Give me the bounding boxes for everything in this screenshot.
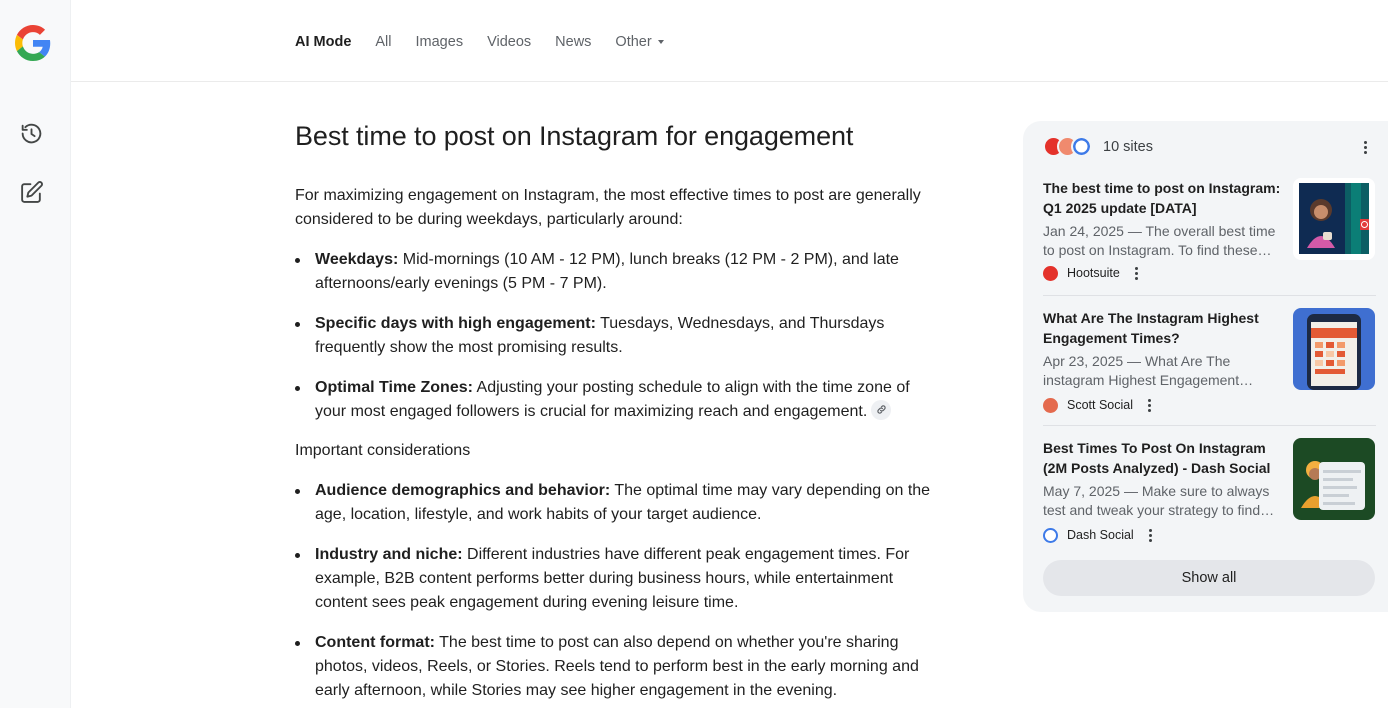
ai-answer: [295, 118, 945, 708]
tab-other[interactable]: Other: [615, 34, 663, 50]
divider: [1043, 295, 1376, 296]
show-all-button[interactable]: Show all: [1043, 560, 1375, 596]
new-chat-icon[interactable]: [19, 180, 44, 205]
sources-panel: [1023, 121, 1388, 612]
list-item: Weekdays: Mid-mornings (10 AM - 12 PM), lunch breaks (12 PM - 2 PM), and late afternoons/early evenings (5 PM - 7 PM).: [295, 248, 945, 296]
search-tabs: [295, 34, 688, 50]
list-item: Optimal Time Zones: Adjusting your posting schedule to align with the time zone of your most engaged followers is crucial for maximizing reach and engagement.: [295, 376, 945, 424]
link-icon: [876, 404, 887, 415]
source-card-snippet: Apr 23, 2025 — What Are The instagram Highest Engagement…: [1043, 353, 1254, 388]
source-favicons: [1043, 136, 1099, 158]
list-item: Industry and niche: Different industries have different peak engagement times. For example, B2B content performs better during business hours, while entertainment content sees peak engagement during evening leisure time.: [295, 543, 945, 615]
list-item: Specific days with high engagement: Tuesdays, Wednesdays, and Thursdays frequently show the most promising results.: [295, 312, 945, 360]
source-card-site: [1043, 397, 1155, 413]
source-thumbnail: [1293, 438, 1375, 520]
source-name: Scott Social: [1067, 398, 1134, 412]
source-link-chip[interactable]: [871, 400, 891, 420]
scott-social-icon: [1043, 398, 1058, 413]
source-card[interactable]: [1043, 438, 1376, 568]
source-card-site: [1043, 527, 1156, 543]
divider: [1043, 425, 1376, 426]
tab-images[interactable]: Images: [415, 34, 464, 50]
source-card-title: The best time to post on Instagram: Q1 2025 update [DATA]: [1043, 180, 1281, 216]
more-options-icon[interactable]: [1146, 527, 1156, 543]
bullet-list-timing: [295, 248, 945, 424]
source-card-title: What Are The Instagram Highest Engagement Times?: [1043, 310, 1259, 346]
left-rail: [0, 0, 71, 708]
sources-count: 10 sites: [1103, 139, 1153, 155]
chevron-down-icon: [658, 40, 664, 44]
bullet-list-considerations: [295, 479, 945, 703]
source-card[interactable]: [1043, 178, 1376, 308]
sources-header[interactable]: [1043, 136, 1153, 158]
tab-all[interactable]: All: [375, 34, 392, 50]
tab-news[interactable]: News: [555, 34, 592, 50]
more-options-icon[interactable]: [1357, 139, 1373, 155]
list-item: Content format: The best time to post can also depend on whether you're sharing photos, videos, Reels, or Stories. Reels tend to perform best in the early morning and early afternoon, while Stories may see higher engagement in the evening.: [295, 631, 945, 703]
more-options-icon[interactable]: [1132, 265, 1142, 281]
top-bar: [71, 0, 1388, 82]
google-logo[interactable]: [15, 25, 51, 61]
tab-videos[interactable]: Videos: [487, 34, 532, 50]
tab-ai-mode[interactable]: AI Mode: [295, 34, 352, 50]
source-name: Dash Social: [1067, 528, 1134, 542]
dash-social-favicon: [1071, 136, 1092, 157]
list-item: Audience demographics and behavior: The optimal time may vary depending on the age, location, lifestyle, and work habits of your target audience.: [295, 479, 945, 527]
source-thumbnail: [1293, 178, 1375, 260]
hootsuite-owl-icon: [1043, 266, 1058, 281]
source-card-snippet: Jan 24, 2025 — The overall best time to post on Instagram. To find these…: [1043, 223, 1276, 258]
source-card[interactable]: [1043, 308, 1376, 438]
source-card-title: Best Times To Post On Instagram (2M Posts Analyzed) - Dash Social: [1043, 440, 1271, 476]
source-name: Hootsuite: [1067, 266, 1120, 280]
section-subhead: Important considerations: [295, 442, 471, 459]
dash-social-icon: [1043, 528, 1058, 543]
more-options-icon[interactable]: [1145, 397, 1155, 413]
page-title: Best time to post on Instagram for engagement: [295, 121, 854, 151]
source-thumbnail: [1293, 308, 1375, 390]
source-card-site: [1043, 265, 1142, 281]
source-card-snippet: May 7, 2025 — Make sure to always test and tweak your strategy to find…: [1043, 483, 1275, 518]
history-icon[interactable]: [19, 121, 44, 146]
answer-intro: For maximizing engagement on Instagram, the most effective times to post are generally considered to be during weekdays, particularly around:: [295, 187, 921, 228]
